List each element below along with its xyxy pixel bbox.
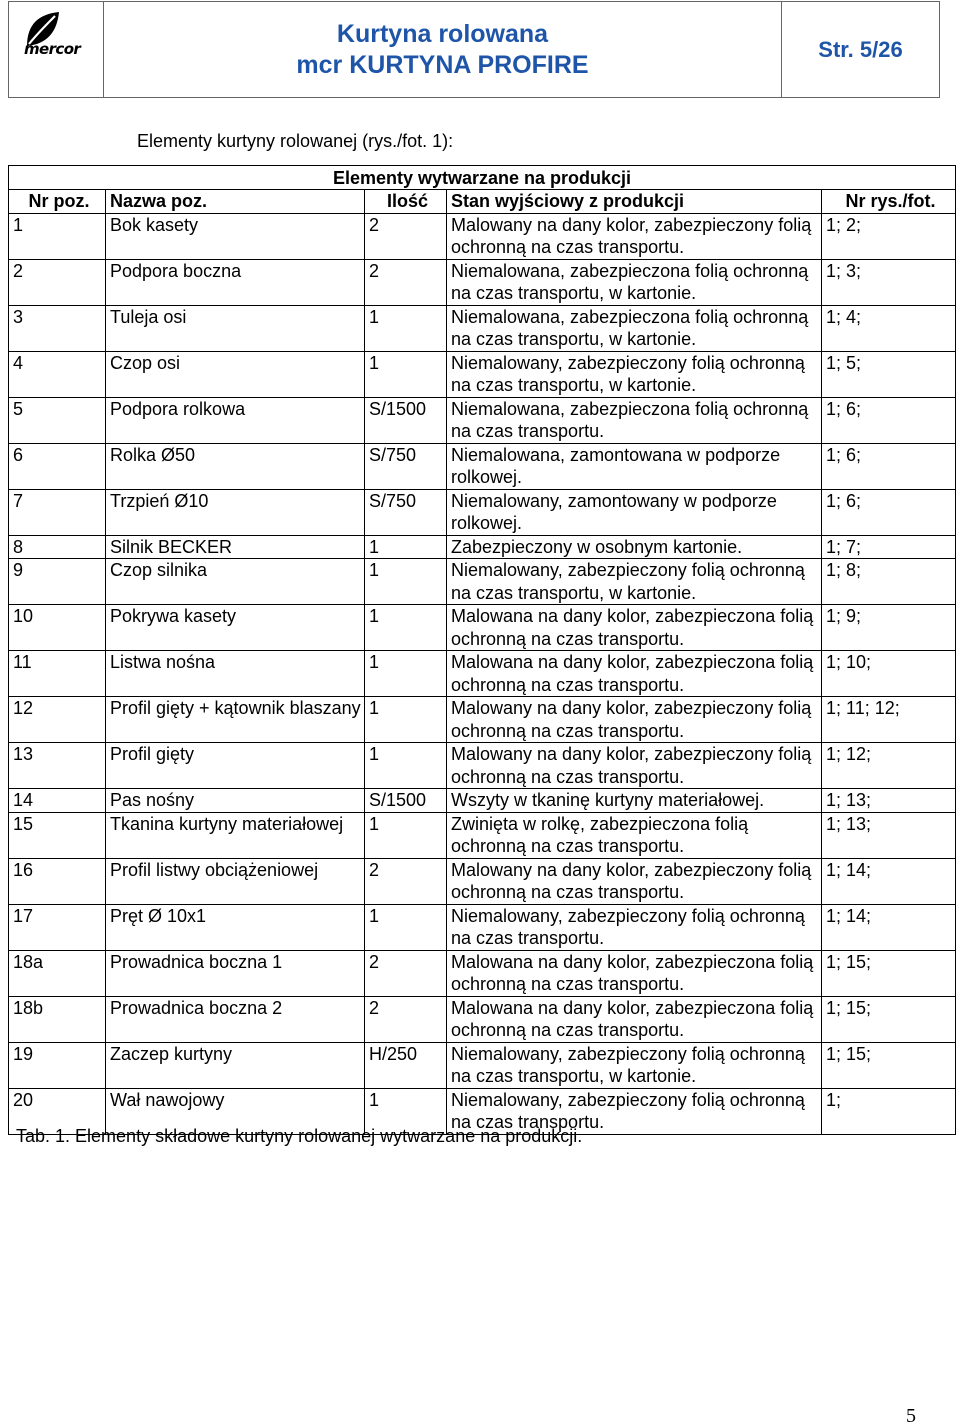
cell-position: 13 (9, 743, 106, 789)
cell-reference: 1; 10; (822, 651, 956, 697)
cell-name: Rolka Ø50 (106, 443, 365, 489)
cell-state: Niemalowany, zabezpieczony folią ochronną na czas transportu, w kartonie. (447, 351, 822, 397)
table-row (9, 812, 956, 858)
cell-quantity: 1 (365, 904, 447, 950)
logo (9, 2, 104, 97)
cell-reference: 1; 12; (822, 743, 956, 789)
elements-table (8, 165, 956, 1135)
table-row (9, 305, 956, 351)
cell-state: Zabezpieczony w osobnym kartonie. (447, 535, 822, 559)
cell-position: 17 (9, 904, 106, 950)
cell-quantity: 1 (365, 559, 447, 605)
cell-reference: 1; 6; (822, 397, 956, 443)
cell-name: Bok kasety (106, 213, 365, 259)
cell-state: Zwinięta w rolkę, zabezpieczona folią ochronną na czas transportu. (447, 812, 822, 858)
cell-quantity: 1 (365, 743, 447, 789)
table-row (9, 651, 956, 697)
cell-name: Prowadnica boczna 1 (106, 950, 365, 996)
cell-reference: 1; 15; (822, 1042, 956, 1088)
table-row (9, 605, 956, 651)
title-line-1: Kurtyna rolowana (336, 19, 549, 48)
cell-position: 2 (9, 259, 106, 305)
page-number: 5 (906, 1405, 916, 1427)
logo-text: mercor (24, 40, 81, 58)
cell-quantity: 1 (365, 1088, 447, 1134)
cell-name: Wał nawojowy (106, 1088, 365, 1134)
cell-name: Tkanina kurtyny materiałowej (106, 812, 365, 858)
cell-reference: 1; 2; (822, 213, 956, 259)
cell-reference: 1; 6; (822, 489, 956, 535)
cell-reference: 1; 9; (822, 605, 956, 651)
cell-quantity: S/750 (365, 489, 447, 535)
cell-name: Zaczep kurtyny (106, 1042, 365, 1088)
cell-name: Czop osi (106, 351, 365, 397)
column-header: Nr rys./fot. (822, 190, 956, 214)
cell-reference: 1; 7; (822, 535, 956, 559)
table-row (9, 559, 956, 605)
cell-state: Malowany na dany kolor, zabezpieczony folią ochronną na czas transportu. (447, 213, 822, 259)
cell-reference: 1; 5; (822, 351, 956, 397)
cell-state: Niemalowana, zamontowana w podporze rolkowej. (447, 443, 822, 489)
cell-quantity: S/750 (365, 443, 447, 489)
cell-state: Malowany na dany kolor, zabezpieczony folią ochronną na czas transportu. (447, 697, 822, 743)
cell-name: Podpora boczna (106, 259, 365, 305)
cell-reference: 1; 15; (822, 950, 956, 996)
cell-position: 4 (9, 351, 106, 397)
cell-quantity: S/1500 (365, 789, 447, 813)
cell-state: Niemalowany, zabezpieczony folią ochronną na czas transportu, w kartonie. (447, 559, 822, 605)
cell-state: Niemalowany, zabezpieczony folią ochronną na czas transportu. (447, 1088, 822, 1134)
cell-position: 5 (9, 397, 106, 443)
table-row (9, 213, 956, 259)
cell-position: 14 (9, 789, 106, 813)
cell-reference: 1; 15; (822, 996, 956, 1042)
cell-reference: 1; 13; (822, 812, 956, 858)
cell-quantity: 2 (365, 259, 447, 305)
cell-reference: 1; 6; (822, 443, 956, 489)
cell-state: Malowana na dany kolor, zabezpieczona folią ochronną na czas transportu. (447, 605, 822, 651)
column-header: Nazwa poz. (106, 190, 365, 214)
cell-quantity: 1 (365, 812, 447, 858)
cell-state: Niemalowany, zabezpieczony folią ochronną na czas transportu. (447, 904, 822, 950)
cell-state: Niemalowana, zabezpieczona folią ochronną na czas transportu, w kartonie. (447, 259, 822, 305)
cell-position: 1 (9, 213, 106, 259)
cell-quantity: 1 (365, 697, 447, 743)
cell-quantity: 2 (365, 950, 447, 996)
table-row (9, 397, 956, 443)
cell-state: Malowana na dany kolor, zabezpieczona folią ochronną na czas transportu. (447, 950, 822, 996)
document-title (104, 2, 782, 97)
table-row (9, 443, 956, 489)
cell-state: Niemalowana, zabezpieczona folią ochronną na czas transportu. (447, 397, 822, 443)
cell-position: 19 (9, 1042, 106, 1088)
cell-position: 12 (9, 697, 106, 743)
table-row (9, 351, 956, 397)
cell-quantity: 1 (365, 535, 447, 559)
cell-name: Pręt Ø 10x1 (106, 904, 365, 950)
table-row (9, 1042, 956, 1088)
cell-quantity: S/1500 (365, 397, 447, 443)
cell-position: 15 (9, 812, 106, 858)
cell-quantity: 1 (365, 351, 447, 397)
cell-reference: 1; 8; (822, 559, 956, 605)
table-header-row (9, 190, 956, 214)
cell-position: 6 (9, 443, 106, 489)
cell-position: 8 (9, 535, 106, 559)
page-header (8, 1, 940, 98)
cell-state: Malowana na dany kolor, zabezpieczona folią ochronną na czas transportu. (447, 996, 822, 1042)
cell-reference: 1; 13; (822, 789, 956, 813)
cell-quantity: 1 (365, 605, 447, 651)
cell-reference: 1; 11; 12; (822, 697, 956, 743)
cell-name: Czop silnika (106, 559, 365, 605)
table-row (9, 858, 956, 904)
cell-reference: 1; 4; (822, 305, 956, 351)
cell-position: 10 (9, 605, 106, 651)
cell-position: 7 (9, 489, 106, 535)
cell-name: Profil listwy obciążeniowej (106, 858, 365, 904)
cell-position: 3 (9, 305, 106, 351)
cell-position: 9 (9, 559, 106, 605)
cell-state: Niemalowany, zabezpieczony folią ochronną na czas transportu, w kartonie. (447, 1042, 822, 1088)
table-row (9, 996, 956, 1042)
table-title: Elementy wytwarzane na produkcji (9, 166, 956, 190)
cell-state: Malowana na dany kolor, zabezpieczona folią ochronną na czas transportu. (447, 651, 822, 697)
column-header: Ilość (365, 190, 447, 214)
cell-quantity: 1 (365, 305, 447, 351)
table-row (9, 697, 956, 743)
cell-name: Pokrywa kasety (106, 605, 365, 651)
cell-name: Listwa nośna (106, 651, 365, 697)
column-header: Stan wyjściowy z produkcji (447, 190, 822, 214)
cell-reference: 1; 14; (822, 904, 956, 950)
cell-quantity: 1 (365, 651, 447, 697)
table-row (9, 950, 956, 996)
cell-state: Malowany na dany kolor, zabezpieczony folią ochronną na czas transportu. (447, 743, 822, 789)
cell-quantity: 2 (365, 213, 447, 259)
cell-reference: 1; 3; (822, 259, 956, 305)
cell-position: 16 (9, 858, 106, 904)
cell-name: Tuleja osi (106, 305, 365, 351)
cell-state: Niemalowana, zabezpieczona folią ochronną na czas transportu, w kartonie. (447, 305, 822, 351)
cell-state: Niemalowany, zamontowany w podporze rolkowej. (447, 489, 822, 535)
table-row (9, 535, 956, 559)
cell-reference: 1; (822, 1088, 956, 1134)
table-row (9, 259, 956, 305)
table-title-row (9, 166, 956, 190)
table-row (9, 489, 956, 535)
page-label: Str. 5/26 (818, 36, 903, 62)
cell-name: Pas nośny (106, 789, 365, 813)
cell-name: Profil gięty + kątownik blaszany (106, 697, 365, 743)
cell-position: 20 (9, 1088, 106, 1134)
cell-quantity: 2 (365, 858, 447, 904)
title-line-2: mcr KURTYNA PROFIRE (296, 50, 589, 79)
cell-position: 18b (9, 996, 106, 1042)
cell-name: Profil gięty (106, 743, 365, 789)
cell-quantity: H/250 (365, 1042, 447, 1088)
table-row (9, 743, 956, 789)
table-row (9, 904, 956, 950)
cell-name: Silnik BECKER (106, 535, 365, 559)
cell-state: Malowany na dany kolor, zabezpieczony folią ochronną na czas transportu. (447, 858, 822, 904)
cell-name: Podpora rolkowa (106, 397, 365, 443)
column-header: Nr poz. (9, 190, 106, 214)
cell-position: 11 (9, 651, 106, 697)
intro-text: Elementy kurtyny rolowanej (rys./fot. 1): (137, 131, 454, 151)
cell-position: 18a (9, 950, 106, 996)
table-row (9, 789, 956, 813)
cell-quantity: 2 (365, 996, 447, 1042)
table-caption: Tab. 1. Elementy składowe kurtyny rolowanej wytwarzane na produkcji. (16, 1126, 583, 1146)
cell-name: Prowadnica boczna 2 (106, 996, 365, 1042)
cell-state: Wszyty w tkaninę kurtyny materiałowej. (447, 789, 822, 813)
cell-reference: 1; 14; (822, 858, 956, 904)
cell-name: Trzpień Ø10 (106, 489, 365, 535)
